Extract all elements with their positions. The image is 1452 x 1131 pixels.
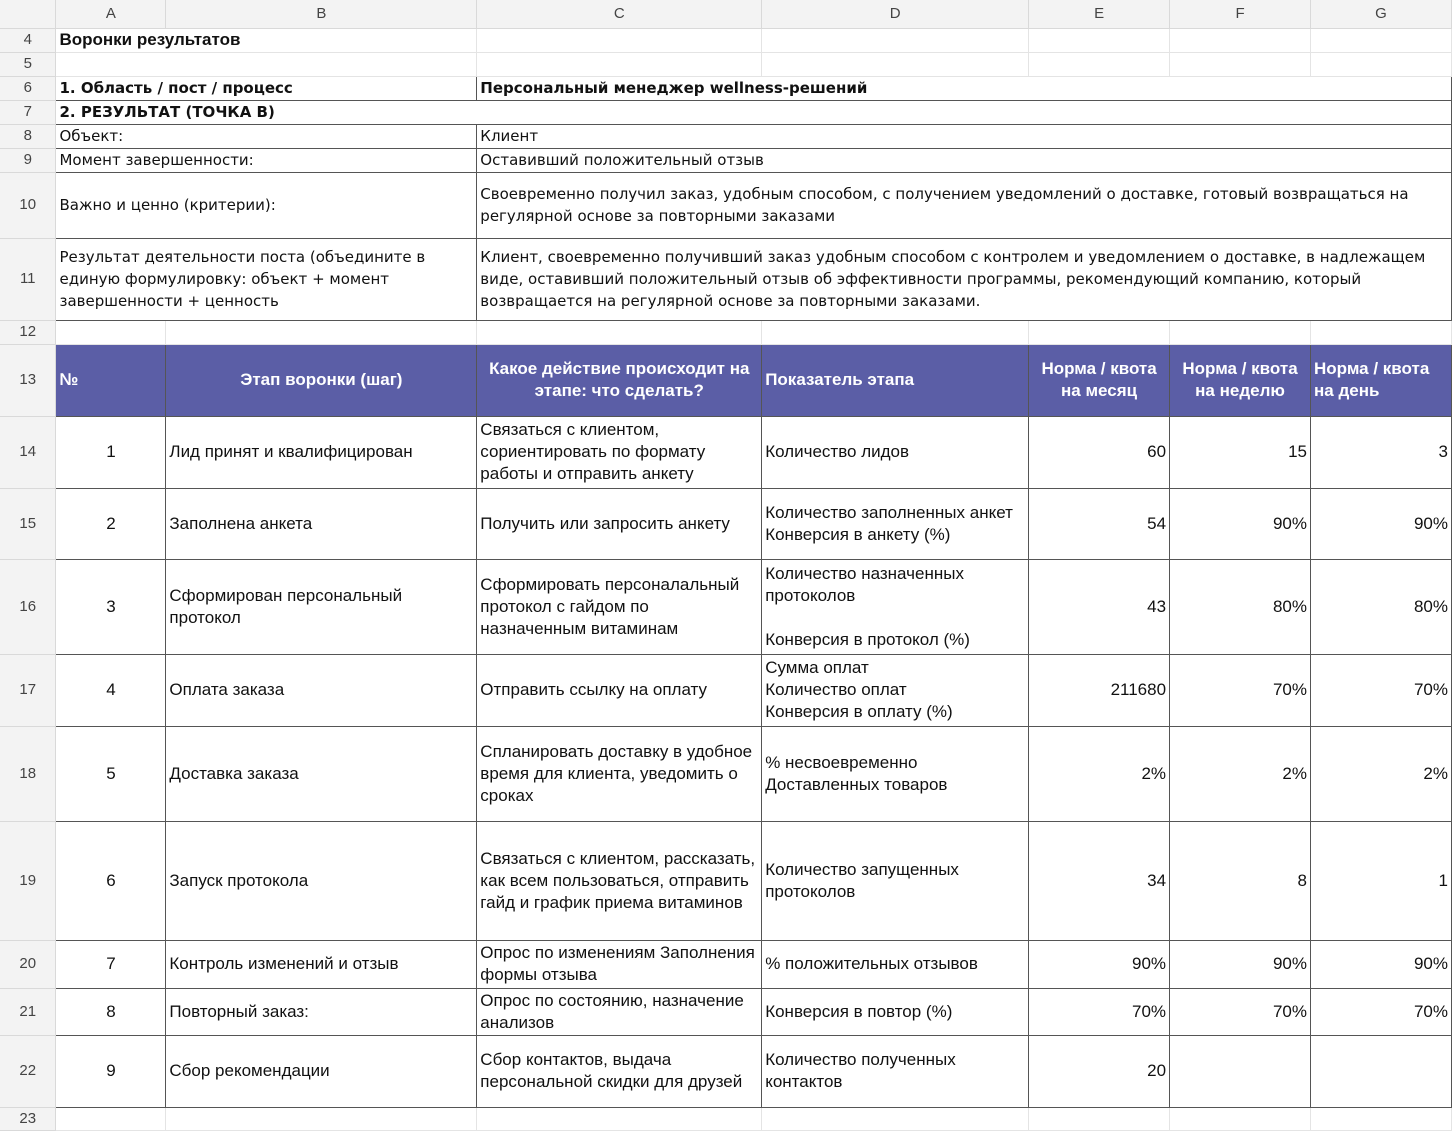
cell[interactable] — [477, 1107, 762, 1130]
stage-action[interactable]: Спланировать доставку в удобное время для клиента, уведомить о сроках — [477, 726, 762, 821]
row-header[interactable]: 7 — [0, 100, 56, 124]
stage-number[interactable]: 3 — [56, 559, 166, 654]
header-metric[interactable]: Показатель этапа — [762, 344, 1029, 416]
row-header[interactable]: 19 — [0, 821, 56, 940]
cell[interactable] — [1029, 320, 1170, 344]
stage-action[interactable]: Связаться с клиентом, рассказать, как всем пользоваться, отправить гайд и график приема витаминов — [477, 821, 762, 940]
header-action[interactable]: Какое действие происходит на этапе: что сделать? — [477, 344, 762, 416]
row-9 — [0, 148, 1452, 172]
row-6 — [0, 76, 1452, 100]
row-8 — [0, 124, 1452, 148]
day-quota[interactable]: 1 — [1311, 821, 1452, 940]
funnel-row — [0, 654, 1452, 726]
column-header-a[interactable]: A — [56, 0, 166, 28]
stage-name[interactable]: Повторный заказ: — [166, 988, 477, 1035]
funnel-row — [0, 988, 1452, 1035]
stage-metric[interactable]: Количество назначенных протоколов Конверсия в протокол (%) — [762, 559, 1029, 654]
week-quota[interactable]: 70% — [1170, 654, 1311, 726]
stage-action[interactable]: Сбор контактов, выдача персональной скидки для друзей — [477, 1035, 762, 1107]
week-quota[interactable]: 2% — [1170, 726, 1311, 821]
row-header[interactable]: 11 — [0, 238, 56, 320]
stage-number[interactable]: 8 — [56, 988, 166, 1035]
row-23 — [0, 1107, 1452, 1130]
row-4 — [0, 28, 1452, 52]
stage-metric[interactable]: Сумма оплат Количество оплат Конверсия в оплату (%) — [762, 654, 1029, 726]
funnel-row — [0, 416, 1452, 488]
week-quota[interactable]: 70% — [1170, 988, 1311, 1035]
stage-name[interactable]: Доставка заказа — [166, 726, 477, 821]
stage-metric[interactable]: Количество полученных контактов — [762, 1035, 1029, 1107]
month-quota[interactable]: 2% — [1029, 726, 1170, 821]
stage-number[interactable]: 5 — [56, 726, 166, 821]
stage-number[interactable]: 1 — [56, 416, 166, 488]
stage-metric[interactable]: % несвоевременно Доставленных товаров — [762, 726, 1029, 821]
column-header-row — [0, 0, 1452, 28]
select-all-corner[interactable] — [0, 0, 56, 28]
row-header[interactable]: 17 — [0, 654, 56, 726]
header-day-quota[interactable]: Норма / квота на день — [1311, 344, 1452, 416]
row-11 — [0, 238, 1452, 320]
stage-metric[interactable]: Количество запущенных протоколов — [762, 821, 1029, 940]
cell[interactable] — [762, 1107, 1029, 1130]
object-label[interactable]: Объект: — [56, 124, 477, 148]
cell[interactable] — [762, 52, 1029, 76]
month-quota[interactable]: 34 — [1029, 821, 1170, 940]
week-quota[interactable]: 90% — [1170, 488, 1311, 559]
row-header[interactable]: 8 — [0, 124, 56, 148]
funnel-row — [0, 940, 1452, 988]
completion-label[interactable]: Момент завершенности: — [56, 148, 477, 172]
row-header[interactable]: 12 — [0, 320, 56, 344]
cell[interactable] — [56, 320, 166, 344]
day-quota[interactable] — [1311, 1035, 1452, 1107]
result-heading[interactable]: 2. РЕЗУЛЬТАТ (ТОЧКА В) — [56, 100, 1452, 124]
cell[interactable] — [1311, 28, 1452, 52]
row-header[interactable]: 13 — [0, 344, 56, 416]
funnel-header-row — [0, 344, 1452, 416]
cell[interactable] — [1029, 52, 1170, 76]
day-quota[interactable]: 70% — [1311, 988, 1452, 1035]
cell[interactable] — [1170, 1107, 1311, 1130]
month-quota[interactable]: 90% — [1029, 940, 1170, 988]
stage-name[interactable]: Лид принят и квалифицирован — [166, 416, 477, 488]
funnel-row — [0, 559, 1452, 654]
week-quota[interactable] — [1170, 1035, 1311, 1107]
area-value[interactable]: Персональный менеджер wellness-решений — [477, 76, 1452, 100]
day-quota[interactable]: 80% — [1311, 559, 1452, 654]
row-header[interactable]: 10 — [0, 172, 56, 238]
cell[interactable] — [1029, 28, 1170, 52]
cell[interactable] — [477, 28, 762, 52]
cell[interactable] — [56, 52, 477, 76]
area-label[interactable]: 1. Область / пост / процесс — [56, 76, 477, 100]
stage-name[interactable]: Контроль изменений и отзыв — [166, 940, 477, 988]
day-quota[interactable]: 90% — [1311, 488, 1452, 559]
funnel-row — [0, 488, 1452, 559]
column-header-c[interactable]: C — [477, 0, 762, 28]
cell[interactable] — [477, 52, 762, 76]
stage-action[interactable]: Сформировать персоналальный протокол с гайдом по назначенным витаминам — [477, 559, 762, 654]
row-header[interactable]: 16 — [0, 559, 56, 654]
funnel-row — [0, 821, 1452, 940]
stage-metric[interactable]: Количество заполненных анкет Конверсия в анкету (%) — [762, 488, 1029, 559]
column-header-b[interactable]: B — [166, 0, 477, 28]
stage-metric[interactable]: Конверсия в повтор (%) — [762, 988, 1029, 1035]
post-result-label[interactable]: Результат деятельности поста (объедините в единую формулировку: объект + момент завершенности + ценность — [56, 238, 477, 320]
stage-action[interactable]: Связаться с клиентом, сориентировать по формату работы и отправить анкету — [477, 416, 762, 488]
header-stage[interactable]: Этап воронки (шаг) — [166, 344, 477, 416]
row-12 — [0, 320, 1452, 344]
row-header[interactable]: 15 — [0, 488, 56, 559]
cell[interactable] — [1311, 1107, 1452, 1130]
cell[interactable] — [166, 320, 477, 344]
month-quota[interactable]: 54 — [1029, 488, 1170, 559]
stage-action[interactable]: Получить или запросить анкету — [477, 488, 762, 559]
row-header[interactable]: 5 — [0, 52, 56, 76]
week-quota[interactable]: 15 — [1170, 416, 1311, 488]
stage-action[interactable]: Опрос по изменениям Заполнения формы отзыва — [477, 940, 762, 988]
stage-number[interactable]: 6 — [56, 821, 166, 940]
criteria-value[interactable]: Своевременно получил заказ, удобным способом, с получением уведомлений о доставке, готовый возвращаться на регулярной основе за повторными заказами — [477, 172, 1452, 238]
criteria-label[interactable]: Важно и ценно (критерии): — [56, 172, 477, 238]
month-quota[interactable]: 211680 — [1029, 654, 1170, 726]
row-header[interactable]: 20 — [0, 940, 56, 988]
day-quota[interactable]: 2% — [1311, 726, 1452, 821]
stage-name[interactable]: Заполнена анкета — [166, 488, 477, 559]
post-result-value[interactable]: Клиент, своевременно получивший заказ удобным способом с контролем и уведомлением о доставке, в надлежащем виде, оставивший положительный отзыв об эффективности программы, рекомендующий компанию, который возвращается на регулярной основе за повторными заказами. — [477, 238, 1452, 320]
row-header[interactable]: 6 — [0, 76, 56, 100]
cell[interactable] — [1311, 320, 1452, 344]
column-header-d[interactable]: D — [762, 0, 1029, 28]
row-header[interactable]: 4 — [0, 28, 56, 52]
stage-number[interactable]: 4 — [56, 654, 166, 726]
stage-name[interactable]: Запуск протокола — [166, 821, 477, 940]
column-header-f[interactable]: F — [1170, 0, 1311, 28]
week-quota[interactable]: 8 — [1170, 821, 1311, 940]
header-month-quota[interactable]: Норма / квота на месяц — [1029, 344, 1170, 416]
cell[interactable] — [762, 320, 1029, 344]
stage-number[interactable]: 2 — [56, 488, 166, 559]
row-5 — [0, 52, 1452, 76]
column-header-e[interactable]: E — [1029, 0, 1170, 28]
stage-action[interactable]: Отправить ссылку на оплату — [477, 654, 762, 726]
cell[interactable] — [477, 320, 762, 344]
row-header[interactable]: 21 — [0, 988, 56, 1035]
month-quota[interactable]: 70% — [1029, 988, 1170, 1035]
cell[interactable] — [1311, 52, 1452, 76]
stage-number[interactable]: 7 — [56, 940, 166, 988]
cell[interactable] — [166, 1107, 477, 1130]
week-quota[interactable]: 80% — [1170, 559, 1311, 654]
row-10 — [0, 172, 1452, 238]
completion-value[interactable]: Оставивший положительный отзыв — [477, 148, 1452, 172]
cell[interactable] — [56, 1107, 166, 1130]
stage-number[interactable]: 9 — [56, 1035, 166, 1107]
funnel-row — [0, 1035, 1452, 1107]
row-7 — [0, 100, 1452, 124]
header-number[interactable]: № — [56, 344, 166, 416]
cell[interactable] — [1170, 320, 1311, 344]
stage-metric[interactable]: Количество лидов — [762, 416, 1029, 488]
cell[interactable] — [762, 28, 1029, 52]
stage-name[interactable]: Сформирован персональный протокол — [166, 559, 477, 654]
day-quota[interactable]: 3 — [1311, 416, 1452, 488]
day-quota[interactable]: 70% — [1311, 654, 1452, 726]
row-header[interactable]: 22 — [0, 1035, 56, 1107]
month-quota[interactable]: 20 — [1029, 1035, 1170, 1107]
row-header[interactable]: 18 — [0, 726, 56, 821]
header-week-quota[interactable]: Норма / квота на неделю — [1170, 344, 1311, 416]
month-quota[interactable]: 60 — [1029, 416, 1170, 488]
stage-name[interactable]: Сбор рекомендации — [166, 1035, 477, 1107]
cell[interactable] — [1170, 28, 1311, 52]
cell[interactable] — [1029, 1107, 1170, 1130]
row-header[interactable]: 9 — [0, 148, 56, 172]
week-quota[interactable]: 90% — [1170, 940, 1311, 988]
column-header-g[interactable]: G — [1311, 0, 1452, 28]
day-quota[interactable]: 90% — [1311, 940, 1452, 988]
month-quota[interactable]: 43 — [1029, 559, 1170, 654]
sheet-title[interactable]: Воронки результатов — [56, 28, 477, 52]
cell[interactable] — [1170, 52, 1311, 76]
stage-metric[interactable]: % положительных отзывов — [762, 940, 1029, 988]
funnel-row — [0, 726, 1452, 821]
object-value[interactable]: Клиент — [477, 124, 1452, 148]
row-header[interactable]: 14 — [0, 416, 56, 488]
row-header[interactable]: 23 — [0, 1107, 56, 1130]
stage-name[interactable]: Оплата заказа — [166, 654, 477, 726]
stage-action[interactable]: Опрос по состоянию, назначение анализов — [477, 988, 762, 1035]
